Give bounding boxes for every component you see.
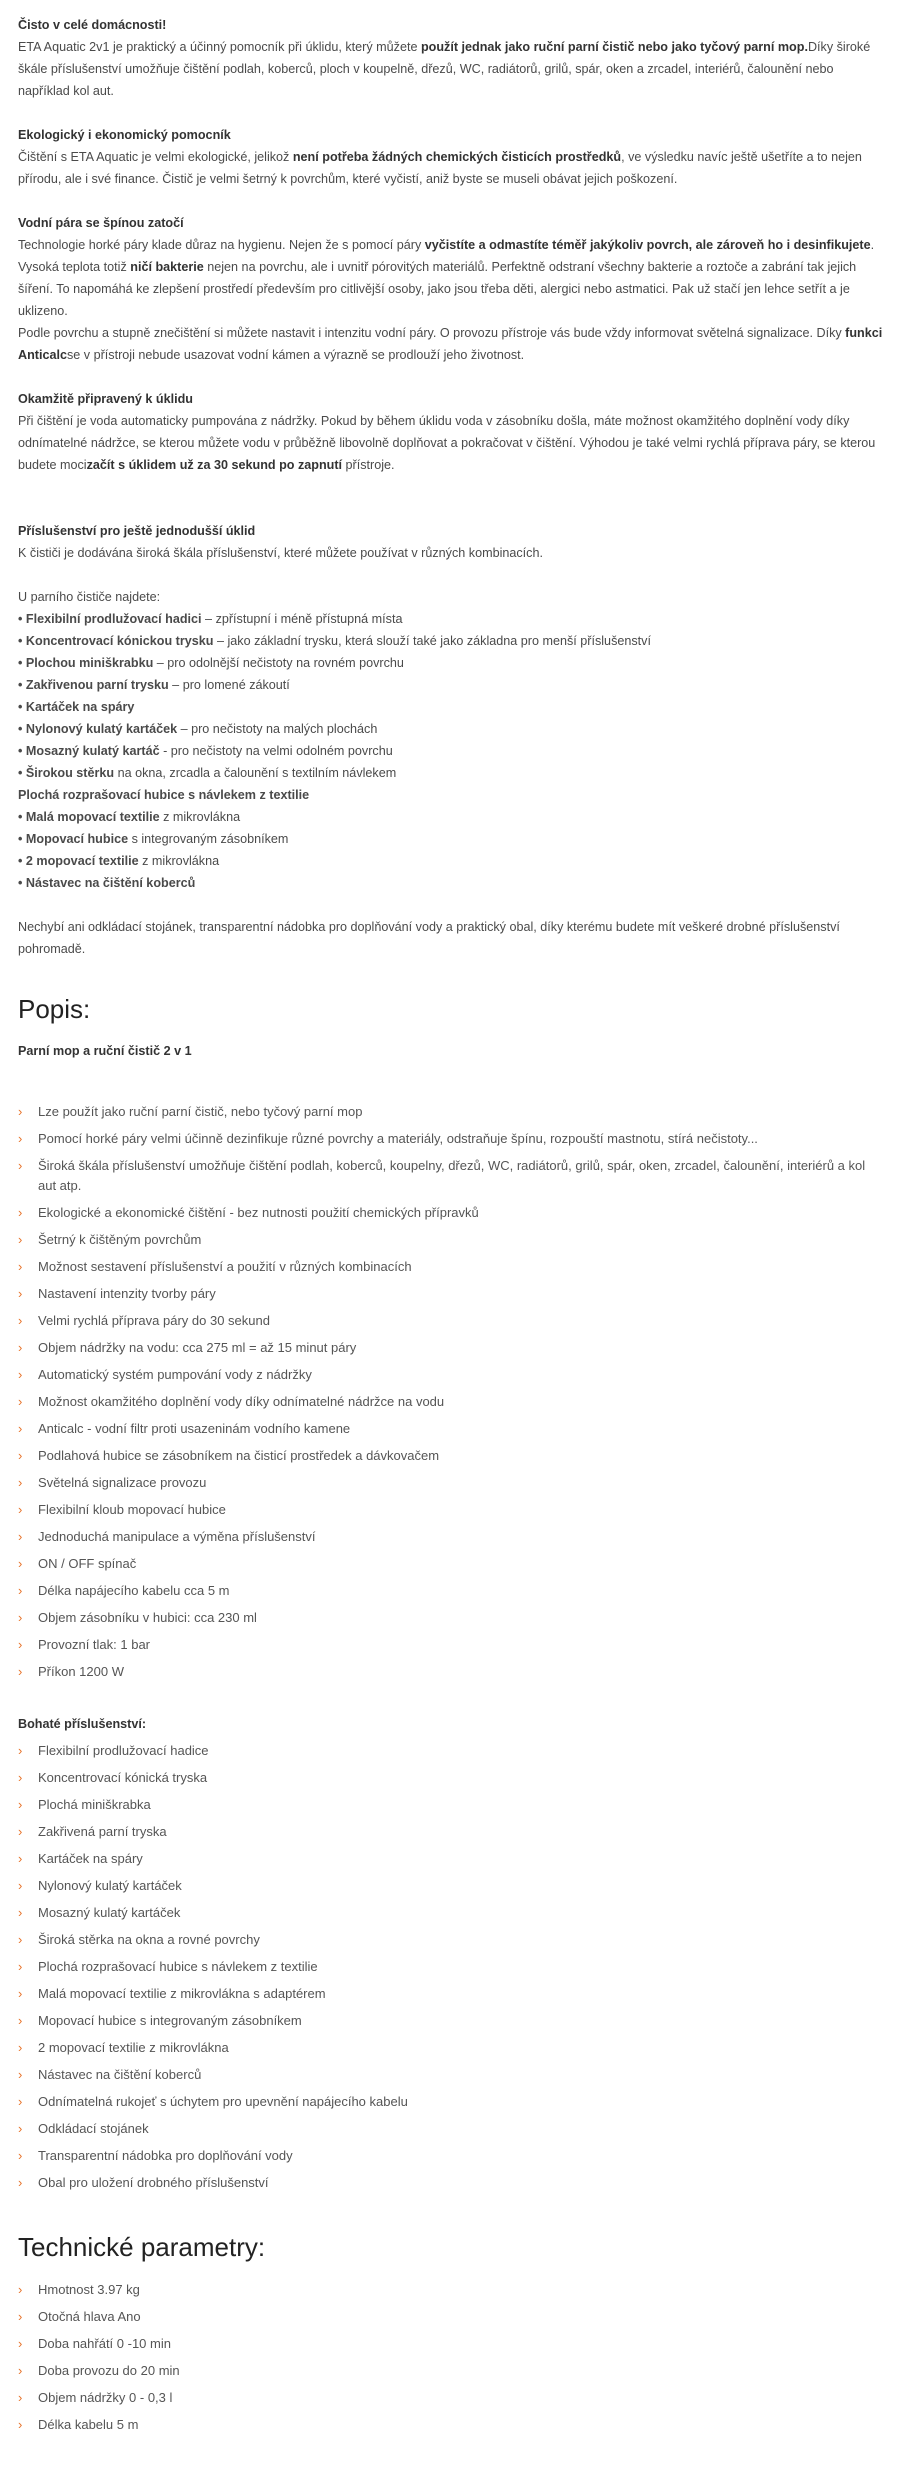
chevron-right-icon: › [18, 1932, 23, 1947]
chevron-right-icon: › [18, 2390, 23, 2405]
list-item [18, 1365, 884, 1385]
list-item-text: Doba provozu do 20 min [38, 2363, 180, 2378]
section-title: Ekologický i ekonomický pomocník [18, 128, 231, 142]
list-item-text: Koncentrovací kónická tryska [38, 1770, 208, 1785]
list-item-text: Automatický systém pumpování vody z nádržky [38, 1367, 312, 1382]
list-item [18, 1102, 884, 1122]
chevron-right-icon: › [18, 1529, 23, 1544]
bold-text: začít s úklidem už za 30 sekund po zapnutí [86, 458, 343, 472]
chevron-right-icon: › [18, 2417, 23, 2432]
list-item-text: Kartáček na spáry [38, 1851, 143, 1866]
list-item [18, 608, 884, 630]
list-item [18, 2307, 884, 2327]
list-item-text: Široká škála příslušenství umožňuje čištění podlah, koberců, koupelny, dřezů, WC, radiátorů, grilů, spár, oken, zrcadel, čalounění, interiérů a kol aut atp. [38, 1158, 866, 1193]
list-item [18, 740, 884, 762]
list-item [18, 2334, 884, 2354]
chevron-right-icon: › [18, 2094, 23, 2109]
list-item [18, 850, 884, 872]
list-item-text: Odnímatelná rukojeť s úchytem pro upevnění napájecího kabelu [38, 2094, 408, 2109]
list-item-text: Flexibilní kloub mopovací hubice [38, 1502, 226, 1517]
chevron-right-icon: › [18, 2175, 23, 2190]
text: s integrovaným zásobníkem [128, 832, 289, 846]
list-item-text: Odkládací stojánek [38, 2121, 149, 2136]
section-paragraph [18, 322, 884, 366]
list-item-text: Doba nahřátí 0 -10 min [38, 2336, 171, 2351]
chevron-right-icon: › [18, 1394, 23, 1409]
chevron-right-icon: › [18, 1905, 23, 1920]
list-item [18, 1849, 884, 1869]
text: nejen na povrchu, ale i uvnitř pórovitých materiálů. Perfektně odstraní všechny bakterie a roztoče a zabrání tak jejich šíření. To napomáhá ke zlepšení prostředí především pro citlivější osoby, jako jsou třeba děti, alergici nebo astmatici. Pak už stačí jen lehce setřít a je uklizeno. [18, 260, 857, 318]
list-item [18, 1957, 884, 1977]
section-title: Okamžitě připravený k úklidu [18, 392, 193, 406]
section-paragraph: U parního čističe najdete: [18, 590, 161, 604]
list-item-text: Délka napájecího kabelu cca 5 m [38, 1583, 230, 1598]
chevron-right-icon: › [18, 2040, 23, 2055]
list-item [18, 1284, 884, 1304]
list-item [18, 1930, 884, 1950]
list-item-text: Jednoduchá manipulace a výměna příslušenství [38, 1529, 316, 1544]
text: na okna, zrcadla a čalounění s textilním návlekem [114, 766, 397, 780]
chevron-right-icon: › [18, 2121, 23, 2136]
list-item-text: Plochá miniškrabka [38, 1797, 151, 1812]
chevron-right-icon: › [18, 1286, 23, 1301]
section-paragraph [18, 234, 884, 322]
list-item [18, 1822, 884, 1842]
chevron-right-icon: › [18, 1421, 23, 1436]
list-item [18, 872, 884, 894]
chevron-right-icon: › [18, 1448, 23, 1463]
chevron-right-icon: › [18, 1878, 23, 1893]
list-item-text: Malá mopovací textilie z mikrovlákna s adaptérem [38, 1986, 326, 2001]
list-item [18, 1419, 884, 1439]
chevron-right-icon: › [18, 2067, 23, 2082]
list-item [18, 1768, 884, 1788]
list-item [18, 1795, 884, 1815]
bold-text: Plochá rozprašovací hubice s návlekem z textilie [18, 788, 310, 802]
bold-text: není potřeba žádných chemických čisticích prostředků [292, 150, 622, 164]
popis-subtitle: Parní mop a ruční čistič 2 v 1 [18, 1044, 192, 1058]
list-item [18, 1608, 884, 1628]
text: – pro odolnější nečistoty na rovném povrchu [153, 656, 404, 670]
chevron-right-icon: › [18, 1475, 23, 1490]
list-item-text: Otočná hlava Ano [38, 2309, 141, 2324]
list-item-text: ON / OFF spínač [38, 1556, 137, 1571]
list-item-text: Ekologické a ekonomické čištění - bez nutnosti použití chemických přípravků [38, 1205, 479, 1220]
text: – jako základní trysku, která slouží také jako základna pro menší příslušenství [213, 634, 651, 648]
text: , ve výsledku navíc ještě ušetříte a to nejen přírodu, ale i své finance. Čistič je velmi šetrný k povrchům, které vyčistí, aniž byste se museli obávat jejich poškození. [18, 150, 862, 186]
chevron-right-icon: › [18, 2282, 23, 2297]
bold-text: • Flexibilní prodlužovací hadici [18, 612, 202, 626]
list-item-text: Nástavec na čištění koberců [38, 2067, 202, 2082]
text: Čištění s ETA Aquatic je velmi ekologické, jelikož [18, 150, 293, 164]
list-item-text: Pomocí horké páry velmi účinně dezinfikuje různé povrchy a materiály, odstraňuje špínu, rozpouští mastnotu, stírá nečistoty... [38, 1131, 758, 1146]
section-paragraph: K čističi je dodávána široká škála příslušenství, které můžete používat v různých kombinacích. [18, 546, 543, 560]
tech-heading: Technické parametry: [18, 2232, 266, 2262]
bold-text: • 2 mopovací textilie [18, 854, 139, 868]
chevron-right-icon: › [18, 1664, 23, 1679]
text: ETA Aquatic 2v1 je praktický a účinný pomocník při úklidu, který můžete [18, 40, 421, 54]
list-item [18, 2280, 884, 2300]
list-item-text: Možnost okamžitého doplnění vody díky odnímatelné nádržce na vodu [38, 1394, 445, 1409]
list-item-text: Velmi rychlá příprava páry do 30 sekund [38, 1313, 270, 1328]
list-item-text: Objem zásobníku v hubici: cca 230 ml [38, 1610, 257, 1625]
text: – pro nečistoty na malých plochách [177, 722, 378, 736]
list-item-text: Zakřivená parní tryska [38, 1824, 167, 1839]
list-item [18, 2065, 884, 2085]
chevron-right-icon: › [18, 1313, 23, 1328]
list-item [18, 630, 884, 652]
text: z mikrovlákna [159, 810, 241, 824]
chevron-right-icon: › [18, 1232, 23, 1247]
chevron-right-icon: › [18, 1259, 23, 1274]
list-item [18, 1230, 884, 1250]
section-paragraph: Nechybí ani odkládací stojánek, transparentní nádobka pro doplňování vody a praktický obal, díky kterému budete mít veškeré drobné příslušenství pohromadě. [18, 920, 840, 956]
tech-params-list [18, 2280, 884, 2435]
list-item [18, 1903, 884, 1923]
bold-text: • Koncentrovací kónickou trysku [18, 634, 214, 648]
list-item [18, 1527, 884, 1547]
list-item-text: Anticalc - vodní filtr proti usazeninám vodního kamene [38, 1421, 351, 1436]
chevron-right-icon: › [18, 1104, 23, 1119]
list-item-text: Obal pro uložení drobného příslušenství [38, 2175, 269, 2190]
list-item [18, 2388, 884, 2408]
list-item-text: Podlahová hubice se zásobníkem na čisticí prostředek a dávkovačem [38, 1448, 440, 1463]
chevron-right-icon: › [18, 2013, 23, 2028]
list-item [18, 1662, 884, 1682]
bold-text: použít jednak jako ruční parní čistič nebo jako tyčový parní mop. [420, 40, 808, 54]
chevron-right-icon: › [18, 1610, 23, 1625]
list-item [18, 1156, 884, 1196]
list-item [18, 1392, 884, 1412]
text: - pro nečistoty na velmi odolném povrchu [159, 744, 393, 758]
bold-text: vyčistíte a odmastíte téměř jakýkoliv povrch, ale zároveň ho i desinfikujete [424, 238, 871, 252]
bold-text: ničí bakterie [130, 260, 204, 274]
chevron-right-icon: › [18, 1158, 23, 1173]
list-item [18, 784, 884, 806]
list-item-text: Plochá rozprašovací hubice s návlekem z textilie [38, 1959, 318, 1974]
chevron-right-icon: › [18, 1583, 23, 1598]
list-item [18, 2119, 884, 2139]
text: přístroje. [342, 458, 395, 472]
list-item [18, 1984, 884, 2004]
list-item [18, 1876, 884, 1896]
bold-text: • Malá mopovací textilie [18, 810, 160, 824]
bold-text: • Nástavec na čištění koberců [18, 876, 196, 890]
section-paragraph [18, 146, 884, 190]
list-item [18, 696, 884, 718]
list-item [18, 806, 884, 828]
accessories-title: Bohaté příslušenství: [18, 1717, 147, 1731]
list-item [18, 1311, 884, 1331]
chevron-right-icon: › [18, 1131, 23, 1146]
list-item [18, 1446, 884, 1466]
list-item-text: Nylonový kulatý kartáček [38, 1878, 182, 1893]
list-item-text: Šetrný k čištěným povrchům [38, 1232, 202, 1247]
list-item [18, 828, 884, 850]
section-paragraph [18, 36, 884, 102]
chevron-right-icon: › [18, 1824, 23, 1839]
popis-heading: Popis: [18, 994, 91, 1024]
list-item-text: Mopovací hubice s integrovaným zásobníkem [38, 2013, 302, 2028]
text: – zpřístupní i méně přístupná místa [201, 612, 403, 626]
chevron-right-icon: › [18, 1986, 23, 2001]
list-item [18, 1257, 884, 1277]
list-item-text: Transparentní nádobka pro doplňování vody [38, 2148, 293, 2163]
list-item [18, 2011, 884, 2031]
text: Při čištění je voda automaticky pumpována z nádržky. Pokud by během úklidu voda v zásobníku došla, máte možnost okamžitého doplnění vody díky odnímatelné nádržce, se kterou můžete vodu v průběžně libovolně doplňovat a pokračovat v čištění. Výhodou je také velmi rychlá příprava páry, se kterou budete moci [18, 414, 876, 472]
text: Díky široké škále příslušenství umožňuje čištění podlah, koberců, ploch v koupelně, dřezů, WC, radiátorů, grilů, spár, oken a zrcadel, interiérů, čalounění nebo například kol aut. [18, 40, 871, 98]
chevron-right-icon: › [18, 2363, 23, 2378]
chevron-right-icon: › [18, 1340, 23, 1355]
text: . Vysoká teplota totiž [18, 238, 875, 274]
list-item-text: Široká stěrka na okna a rovné povrchy [38, 1932, 260, 1947]
list-item [18, 1203, 884, 1223]
list-item-text: Objem nádržky 0 - 0,3 l [38, 2390, 173, 2405]
chevron-right-icon: › [18, 1770, 23, 1785]
list-item [18, 1500, 884, 1520]
list-item [18, 1338, 884, 1358]
list-item [18, 652, 884, 674]
list-item-text: Možnost sestavení příslušenství a použití v různých kombinacích [38, 1259, 412, 1274]
section-title: Vodní pára se špínou zatočí [18, 216, 184, 230]
list-item-text: Flexibilní prodlužovací hadice [38, 1743, 209, 1758]
bold-text: • Mopovací hubice [18, 832, 129, 846]
list-item [18, 1554, 884, 1574]
list-item [18, 1581, 884, 1601]
bold-text: • Nylonový kulatý kartáček [18, 722, 178, 736]
chevron-right-icon: › [18, 1205, 23, 1220]
list-item [18, 674, 884, 696]
chevron-right-icon: › [18, 2148, 23, 2163]
list-item [18, 2415, 884, 2435]
section-title: Příslušenství pro ještě jednodušší úklid [18, 524, 256, 538]
list-item-text: Provozní tlak: 1 bar [38, 1637, 150, 1652]
bold-text: • Širokou stěrku [18, 766, 115, 780]
text: Podle povrchu a stupně znečištění si můžete nastavit i intenzitu vodní páry. O provozu přístroje vás bude vždy informovat světelná signalizace. Díky [18, 326, 846, 340]
list-item [18, 762, 884, 784]
list-item-text: Mosazný kulatý kartáček [38, 1905, 181, 1920]
feature-list [18, 1102, 884, 1682]
bold-text: • Zakřivenou parní trysku [18, 678, 169, 692]
text: z mikrovlákna [138, 854, 220, 868]
list-item-text: Hmotnost 3.97 kg [38, 2282, 140, 2297]
text: se v přístroji nebude usazovat vodní kámen a výrazně se prodlouží jeho životnost. [67, 348, 525, 362]
list-item [18, 2146, 884, 2166]
accessories-list [18, 1741, 884, 2193]
accessory-bullet-list [18, 608, 884, 894]
chevron-right-icon: › [18, 1797, 23, 1812]
chevron-right-icon: › [18, 1502, 23, 1517]
bold-text: funkci Anticalc [18, 326, 883, 362]
list-item [18, 1741, 884, 1761]
chevron-right-icon: › [18, 1959, 23, 1974]
list-item-text: Objem nádržky na vodu: cca 275 ml = až 15 minut páry [38, 1340, 357, 1355]
chevron-right-icon: › [18, 2309, 23, 2324]
list-item [18, 2361, 884, 2381]
list-item-text: 2 mopovací textilie z mikrovlákna [38, 2040, 229, 2055]
list-item-text: Nastavení intenzity tvorby páry [38, 1286, 216, 1301]
chevron-right-icon: › [18, 1637, 23, 1652]
bold-text: • Plochou miniškrabku [18, 656, 154, 670]
list-item [18, 2173, 884, 2193]
list-item [18, 2092, 884, 2112]
chevron-right-icon: › [18, 1556, 23, 1571]
list-item-text: Délka kabelu 5 m [38, 2417, 139, 2432]
chevron-right-icon: › [18, 1851, 23, 1866]
list-item-text: Lze použít jako ruční parní čistič, nebo tyčový parní mop [38, 1104, 363, 1119]
list-item [18, 1635, 884, 1655]
chevron-right-icon: › [18, 1743, 23, 1758]
list-item [18, 1129, 884, 1149]
bold-text: • Kartáček na spáry [18, 700, 135, 714]
text: – pro lomené zákoutí [168, 678, 290, 692]
chevron-right-icon: › [18, 2336, 23, 2351]
list-item [18, 718, 884, 740]
section-paragraph [18, 410, 884, 476]
text: Technologie horké páry klade důraz na hygienu. Nejen že s pomocí páry [18, 238, 425, 252]
list-item [18, 1473, 884, 1493]
list-item-text: Světelná signalizace provozu [38, 1475, 207, 1490]
bold-text: • Mosazný kulatý kartáč [18, 744, 160, 758]
list-item [18, 2038, 884, 2058]
list-item-text: Příkon 1200 W [38, 1664, 124, 1679]
chevron-right-icon: › [18, 1367, 23, 1382]
section-title: Čisto v celé domácnosti! [18, 18, 167, 32]
